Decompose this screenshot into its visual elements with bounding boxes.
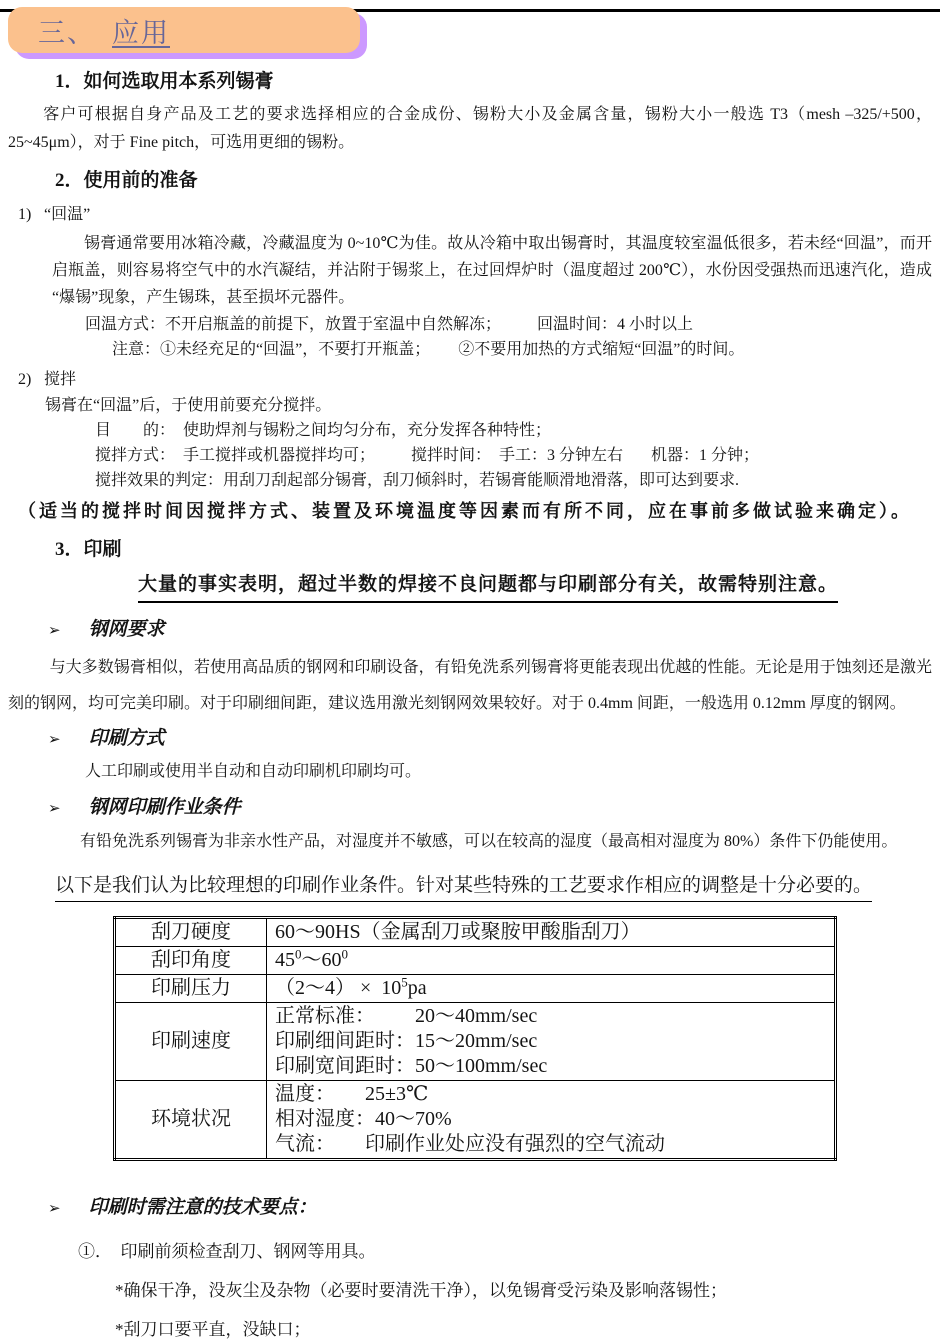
bullet-title-stencil-conditions: 钢网印刷作业条件 <box>88 797 241 818</box>
row-label: 印刷压力 <box>115 975 267 1003</box>
line-stir-intro: 锡膏在“回温”后，于使用前要充分搅拌。 <box>45 397 332 414</box>
row-label: 印刷速度 <box>115 1003 267 1081</box>
para-stencil-requirements: 与大多数锡膏相似，若使用高品质的钢网和印刷设备，有铅免洗系列锡膏将更能表现出优越的性能。无论是用于蚀刻还是激光刻的钢网，均可完美印刷。对于印刷细间距，建议选用激光刻钢网效果较好。对于 0.4mm 间距，一般选用 0.12mm 厚度的钢网。 <box>8 659 932 712</box>
line-stir-judge: 搅拌效果的判定：用刮刀刮起部分锡膏，刮刀倾斜时，若锡膏能顺滑地滑落，即可达到要求. <box>95 472 740 489</box>
line-printing-method-body: 人工印刷或使用半自动和自动印刷机印刷均可。 <box>85 763 422 780</box>
arrow-bullet-icon: ➢ <box>48 1201 61 1217</box>
heading-preparation: 2．使用前的准备 <box>55 170 198 191</box>
table-row-environment <box>115 1081 836 1160</box>
superscript: 5 <box>401 974 408 990</box>
row-value: 60～90HS（金属刮刀或聚胺甲酸脂刮刀） <box>267 918 836 947</box>
env-humidity: 相对湿度：40～70% <box>275 1108 452 1130</box>
speed-normal: 正常标准： 20～40mm/sec <box>275 1005 538 1027</box>
printing-conditions-table <box>113 916 837 1161</box>
table-intro-wrap <box>55 874 940 902</box>
superscript: 0 <box>295 946 302 962</box>
list-marker-1: 1) <box>18 206 32 223</box>
line-stir-method: 搅拌方式： 手工搅拌或机器搅拌均可； 搅拌时间： 手工：3 分钟左右 机器：1 分钟； <box>95 447 760 464</box>
table-row-printing-speed <box>115 1003 836 1081</box>
arrow-bullet-icon: ➢ <box>48 732 61 748</box>
row-value: $45^0\sim 60^0$ <box>267 947 836 975</box>
line-rewen-note: 注意：①未经充足的“回温”，不要打开瓶盖； ②不要用加热的方式缩短“回温”的时间。 <box>112 341 745 358</box>
speed-fine-pitch: 印刷细间距时：15～20mm/sec <box>275 1030 538 1052</box>
list-title-stir: 搅拌 <box>44 371 77 388</box>
table-row-printing-pressure <box>115 975 836 1003</box>
bullet-stencil-requirements <box>48 619 940 642</box>
row-value <box>267 1081 836 1160</box>
line-stencil-conditions-body: 有铅免洗系列锡膏为非亲水性产品，对湿度并不敏感，可以在较高的湿度（最高相对湿度为 80%）条件下仍能使用。 <box>80 833 898 850</box>
list-item-rewen <box>18 204 940 226</box>
line-stir-purpose: 目 的： 使助焊剂与锡粉之间均匀分布，充分发挥各种特性； <box>95 422 552 439</box>
heading-printing: 3．印刷 <box>55 539 122 560</box>
table-intro-line: 以下是我们认为比较理想的印刷作业条件。针对某些特殊的工艺要求作相应的调整是十分必要的。 <box>55 874 872 902</box>
superscript: 0 <box>341 946 348 962</box>
document-page <box>0 7 940 1339</box>
row-value <box>267 1003 836 1081</box>
line-rewen-method: 回温方式：不开启瓶盖的前提下，放置于室温中自然解冻； 回温时间：4 小时以上 <box>85 316 694 333</box>
arrow-bullet-icon: ➢ <box>48 623 61 639</box>
bullet-title-printing-method: 印刷方式 <box>88 728 165 749</box>
printing-emphasis-line: 大量的事实表明，超过半数的焊接不良问题都与印刷部分有关，故需特别注意。 <box>138 573 838 603</box>
heading-how-to-select: 1．如何选取用本系列锡膏 <box>55 71 274 92</box>
row-label: 刮刀硬度 <box>115 918 267 947</box>
table-row-squeegee-angle <box>115 947 836 975</box>
bullet-printing-key-points <box>48 1197 940 1220</box>
row-label: 环境状况 <box>115 1081 267 1160</box>
speed-wide-pitch: 印刷宽间距时：50～100mm/sec <box>275 1055 548 1077</box>
bullet-title-printing-key-points: 印刷时需注意的技术要点： <box>88 1197 317 1218</box>
list-title-rewen: “回温” <box>44 206 91 223</box>
bullet-printing-method <box>48 728 940 751</box>
env-temperature: 温度： 25±3℃ <box>275 1083 429 1105</box>
row-label: 刮印角度 <box>115 947 267 975</box>
line-check-tools: ①． 印刷前须检查刮刀、钢网等用具。 <box>78 1242 376 1261</box>
arrow-bullet-icon: ➢ <box>48 801 61 817</box>
para-how-to-select: 客户可根据自身产品及工艺的要求选择相应的合金成份、锡粉大小及金属含量，锡粉大小一般选 T3（mesh –325/+500，25~45μm），对于 Fine pitch，可选用更细的锡粉。 <box>8 106 932 151</box>
para-rewen-body: 锡膏通常要用冰箱冷藏，冷藏温度为 0~10℃为佳。故从冷箱中取出锡膏时，其温度较室温低很多，若未经“回温”，而开启瓶盖，则容易将空气中的水汽凝结，并沾附于锡浆上，在过回焊炉时（温度超过 200℃），水份因受强热而迅速汽化，造成“爆锡”现象，产生锡珠，甚至损坏元器件。 <box>52 235 932 306</box>
line-stir-bracket-note: （适当的搅拌时间因搅拌方式、装置及环境温度等因素而有所不同，应在事前多做试验来确定）。 <box>18 501 912 521</box>
banner-title: 应用 <box>112 17 170 48</box>
section-banner <box>8 7 360 53</box>
row-value: （2～4） × $10^5pa$ <box>267 975 836 1003</box>
line-point-clean: *确保干净，没灰尘及杂物（必要时要清洗干净），以免锡膏受污染及影响落锡性； <box>115 1281 727 1300</box>
bullet-title-stencil-requirements: 钢网要求 <box>88 619 165 640</box>
emphasis-wrap <box>138 573 940 603</box>
line-point-straight-edge: *刮刀口要平直，没缺口； <box>115 1320 311 1339</box>
list-marker-2: 2) <box>18 371 32 388</box>
bullet-stencil-conditions <box>48 797 940 820</box>
banner-prefix: 三、 <box>38 17 96 48</box>
env-airflow: 气流： 印刷作业处应没有强烈的空气流动 <box>275 1133 665 1155</box>
table-row-squeegee-hardness <box>115 918 836 947</box>
list-item-stir <box>18 369 940 391</box>
